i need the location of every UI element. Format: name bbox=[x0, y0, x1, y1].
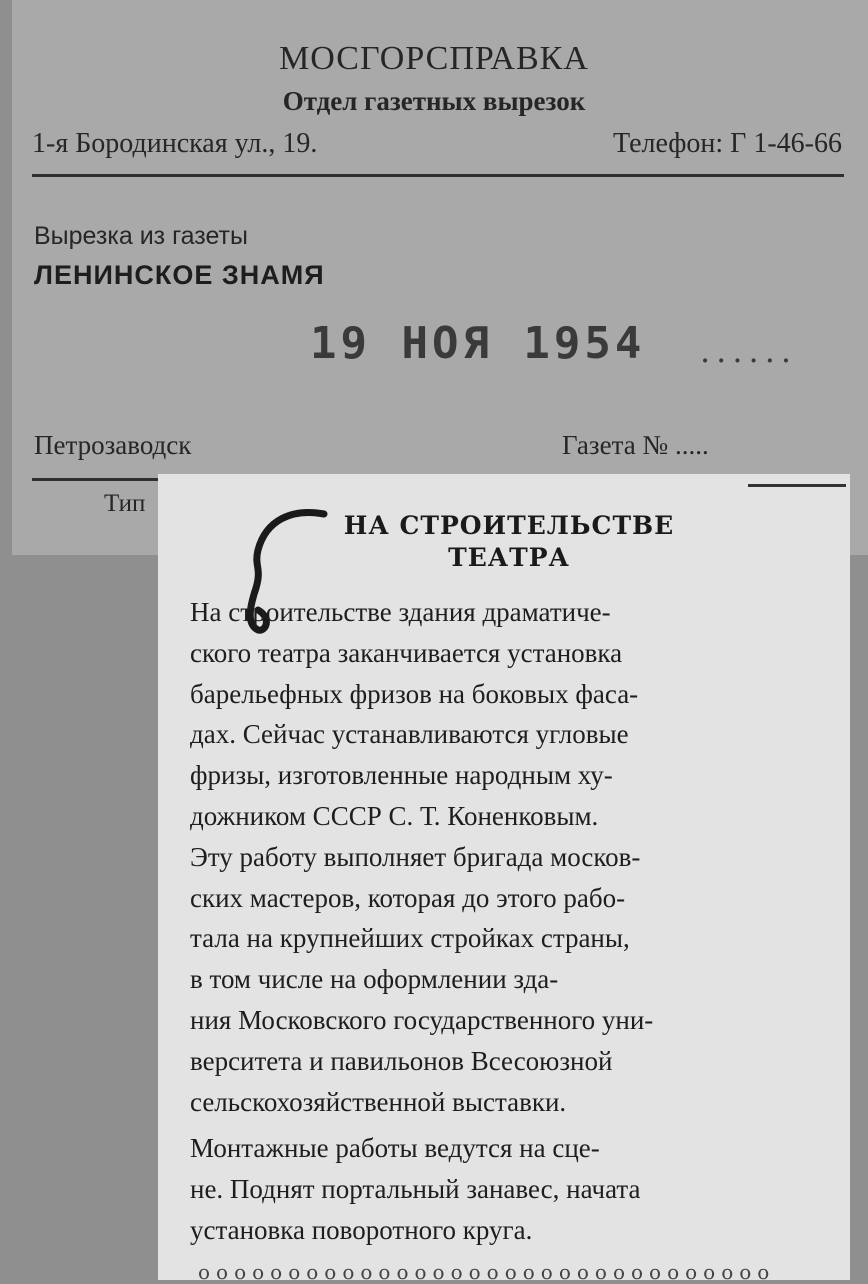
tip-label: Тип bbox=[104, 490, 146, 517]
date-dots: ...... bbox=[700, 332, 798, 370]
article-paragraph-2: Монтажные работы ведутся на сце- не. Поднят портальный занавес, начата установка поворотного круга. bbox=[190, 1133, 641, 1245]
organization-title: МОСГОРСПРАВКА bbox=[279, 40, 589, 77]
clipping-bottom-border: oooooooooooooooooooooooooooooooo bbox=[198, 1260, 776, 1284]
article-paragraph-1: На строительстве здания драматиче- ского театра заканчивается установка барельефных фризов на боковых фаса- дах. Сейчас устанавливаются угловые фризы, изготовленные народным ху- дожником СССР С. Т. Коненковым. Эту работу выполняет бригада москов- ских мастеров, которая до этого рабо- тала на крупнейших стройках страны, в том числе на оформлении зда- ния Московского государственного уни- верситета и павильонов Всесоюзной сельскохозяйственной выставки. bbox=[190, 597, 654, 1117]
address-text: 1-я Бородинская ул., 19. bbox=[32, 128, 318, 159]
date-stamp: 19 НОЯ 1954 bbox=[310, 318, 646, 369]
phone-text: Телефон: Г 1-46-66 bbox=[613, 128, 842, 159]
newspaper-clipping bbox=[158, 474, 850, 1284]
header-divider bbox=[32, 174, 844, 177]
clipping-corner-rule bbox=[748, 484, 846, 487]
city-divider bbox=[32, 478, 162, 481]
gazeta-number: Газета № ..... bbox=[562, 430, 709, 460]
newspaper-name: ЛЕНИНСКОЕ ЗНАМЯ bbox=[34, 260, 325, 290]
city-text: Петрозаводск bbox=[34, 430, 192, 460]
department-title: Отдел газетных вырезок bbox=[282, 86, 586, 116]
article-headline: НА СТРОИТЕЛЬСТВЕ ТЕАТРА bbox=[343, 511, 675, 572]
cutting-label: Вырезка из газеты bbox=[34, 222, 248, 250]
